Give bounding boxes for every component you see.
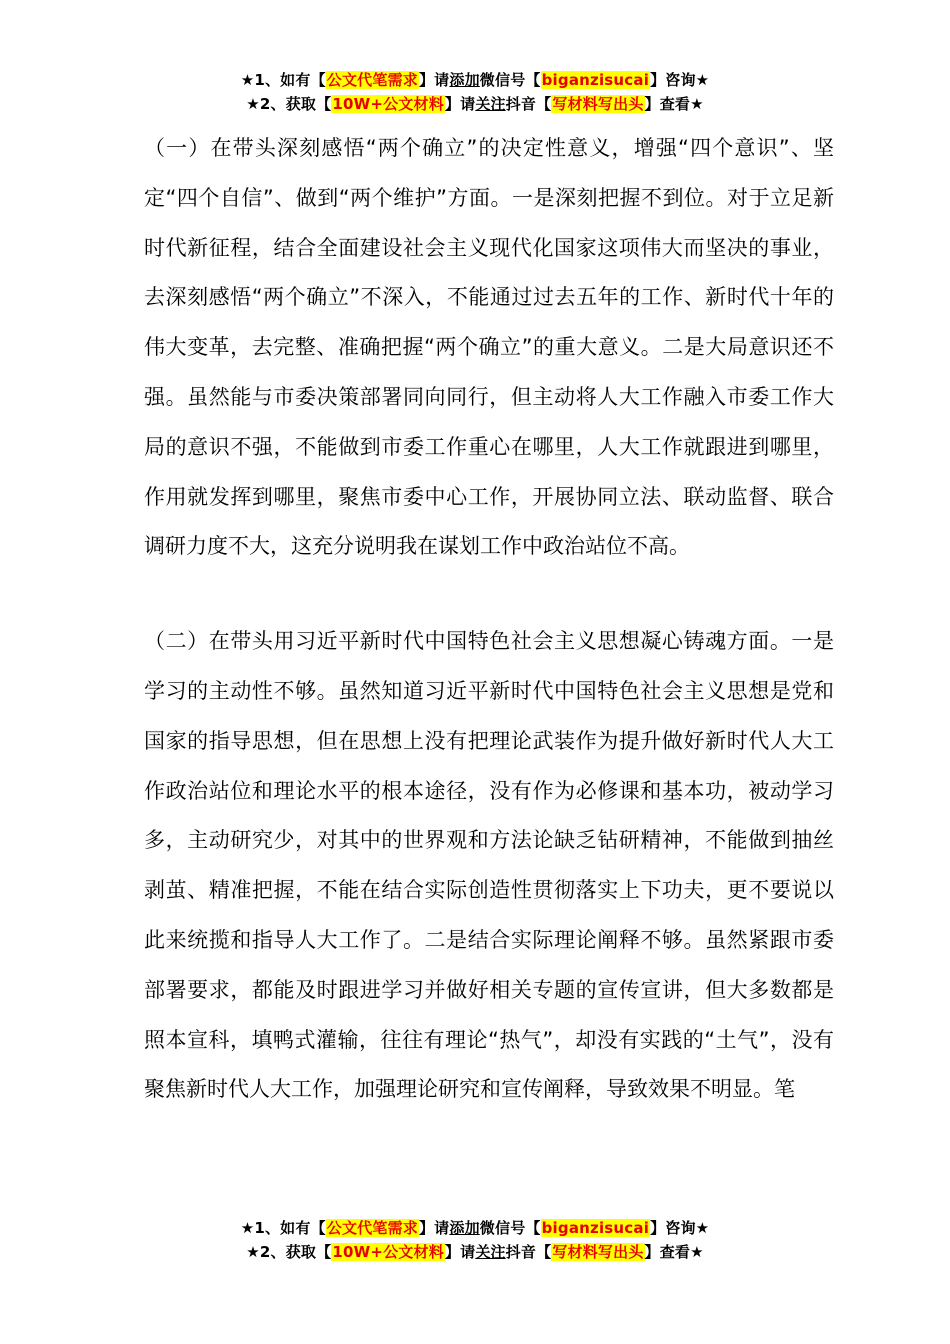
paragraph-1: （一）在带头深刻感悟“两个确立”的决定性意义，增强“四个意识”、坚定“四个自信”、做到“两个维护”方面。一是深刻把握不到位。对于立足新时代新征程，结合全面建设社会主义现代化国家这项伟大而坚决的事业，去深刻感悟“两个确立”不深入，不能通过过去五年的工作、新时代十年的伟大变革，去完整、准确把握“两个确立”的重大意义。二是大局意识还不强。虽然能与市委决策部署同向同行，但主动将人大工作融入市委工作大局的意识不强，不能做到市委工作重心在哪里，人大工作就跟进到哪里，作用就发挥到哪里，聚焦市委中心工作，开展协同立法、联动监督、联合调研力度不大，这充分说明我在谋划工作中政治站位不高。 bbox=[144, 136, 834, 559]
highlight-douyin-id: 写材料写出头 bbox=[552, 95, 644, 113]
promo-banner-bottom bbox=[0, 1216, 950, 1264]
highlight-douyin-id: 写材料写出头 bbox=[552, 1243, 644, 1261]
underlined-add: 添加 bbox=[449, 71, 480, 89]
promo-line-2: ★2、获取【10W+公文材料】请关注抖音【写材料写出头】查看★ bbox=[246, 95, 704, 113]
promo-line-1: ★1、如有【公文代笔需求】请添加微信号【biganzisucai】咨询★ bbox=[240, 1219, 710, 1237]
highlight-wechat-id: biganzisucai bbox=[541, 71, 650, 89]
highlight-materials: 10W+公文材料 bbox=[332, 95, 444, 113]
promo-line-1: ★1、如有【公文代笔需求】请添加微信号【biganzisucai】咨询★ bbox=[240, 71, 710, 89]
underlined-follow: 关注 bbox=[475, 95, 506, 113]
highlight-wechat-id: biganzisucai bbox=[541, 1219, 650, 1237]
highlight-service: 公文代笔需求 bbox=[326, 71, 418, 89]
promo-banner-top bbox=[0, 68, 950, 116]
document-body bbox=[144, 124, 834, 1115]
underlined-follow: 关注 bbox=[475, 1243, 506, 1261]
promo-line-2: ★2、获取【10W+公文材料】请关注抖音【写材料写出头】查看★ bbox=[246, 1243, 704, 1261]
highlight-service: 公文代笔需求 bbox=[326, 1219, 418, 1237]
underlined-add: 添加 bbox=[449, 1219, 480, 1237]
highlight-materials: 10W+公文材料 bbox=[332, 1243, 444, 1261]
paragraph-2: （二）在带头用习近平新时代中国特色社会主义思想凝心铸魂方面。一是学习的主动性不够。虽然知道习近平新时代中国特色社会主义思想是党和国家的指导思想，但在思想上没有把理论武装作为提升做好新时代人大工作政治站位和理论水平的根本途径，没有作为必修课和基本功，被动学习多，主动研究少，对其中的世界观和方法论缺乏钻研精神，不能做到抽丝剥茧、精准把握，不能在结合实际创造性贯彻落实上下功夫，更不要说以此来统揽和指导人大工作了。二是结合实际理论阐释不够。虽然紧跟市委部署要求，都能及时跟进学习并做好相关专题的宣传宣讲，但大多数都是照本宣科，填鸭式灌输，往往有理论“热气”，却没有实践的“土气”，没有聚焦新时代人大工作，加强理论研究和宣传阐释，导致效果不明显。笔 bbox=[144, 629, 834, 1102]
